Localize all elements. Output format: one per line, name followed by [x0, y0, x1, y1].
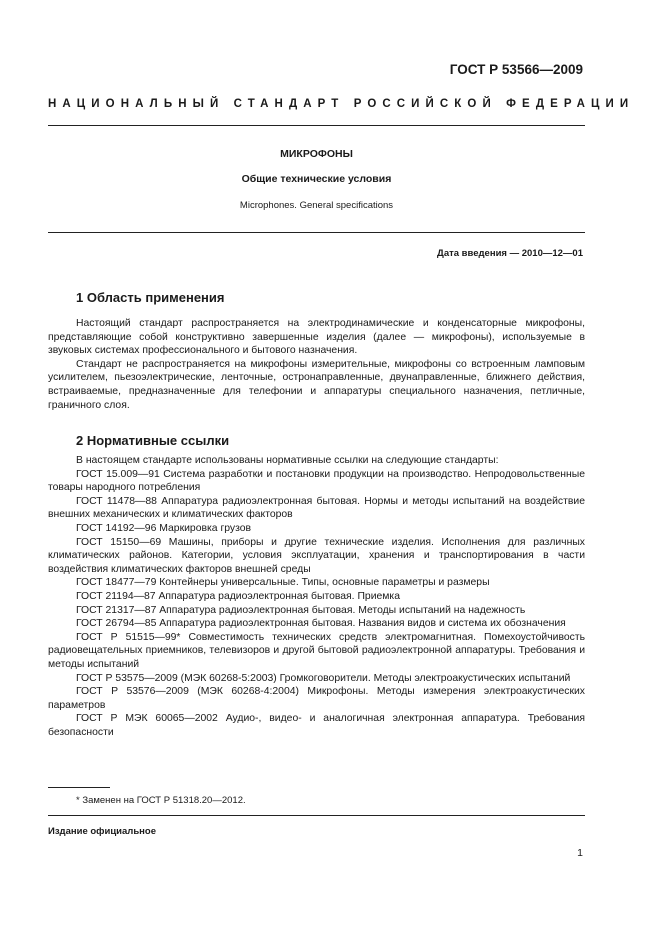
reference-item: ГОСТ 21194—87 Аппаратура радиоэлектронная бытовая. Приемка	[76, 590, 400, 602]
section-2-body	[48, 454, 585, 739]
reference-item: ГОСТ 21317—87 Аппаратура радиоэлектронная бытовая. Методы испытаний на надежность	[76, 604, 526, 616]
reference-item: ГОСТ Р 51515—99* Совместимость технических средств электромагнитная. Помехоустойчивость радиовещательных приемников, телевизоров и другой бытовой радиоэлектронной аппаратуры. Требования и методы испытаний	[48, 631, 585, 670]
reference-item: ГОСТ 15.009—91 Система разработки и постановки продукции на производство. Непродовольственные товары народного потребления	[48, 468, 585, 494]
paragraph: Настоящий стандарт распространяется на электродинамические и конденсаторные микрофоны, представляющие собой конструктивно завершенные изделия (далее — микрофоны), используемые в звуковых системах профессионального и бытового назначения.	[48, 318, 585, 357]
paragraph: Стандарт не распространяется на микрофоны измерительные, микрофоны со встроенным ламповым усилителем, пьезоэлектрические, ленточные, остронаправленные, двунаправленные, ближнего действия, встраиваемые, предназначенные для телефонии и аппаратуры специального назначения, петличные, граничного слоя.	[48, 358, 585, 411]
national-standard-banner: НАЦИОНАЛЬНЫЙ СТАНДАРТ РОССИЙСКОЙ ФЕДЕРАЦИИ	[48, 98, 635, 110]
introduction-date: Дата введения — 2010—12—01	[437, 248, 583, 259]
reference-item: ГОСТ 15150—69 Машины, приборы и другие технические изделия. Исполнения для различных климатических районов. Категории, условия эксплуатации, хранения и транспортирования в части воздействия климатических факторов внешней среды	[48, 536, 585, 575]
reference-item: ГОСТ 26794—85 Аппаратура радиоэлектронная бытовая. Названия видов и система их обозначения	[76, 618, 566, 630]
document-title: МИКРОФОНЫ	[280, 148, 353, 160]
reference-item: ГОСТ 14192—96 Маркировка грузов	[76, 522, 252, 534]
document-subtitle: Общие технические условия	[241, 173, 392, 185]
reference-item: ГОСТ 18477—79 Контейнеры универсальные. Типы, основные параметры и размеры	[76, 577, 490, 589]
reference-item: ГОСТ Р МЭК 60065—2002 Аудио-, видео- и аналогичная электронная аппаратура. Требования безопасности	[48, 713, 585, 738]
reference-item: ГОСТ Р 53576—2009 (МЭК 60268-4:2004) Микрофоны. Методы измерения электроакустических параметров	[48, 686, 585, 711]
section-1-body	[48, 317, 585, 412]
section-2-heading: 2 Нормативные ссылки	[76, 433, 230, 448]
page-number: 1	[577, 847, 583, 859]
reference-item: ГОСТ 11478—88 Аппаратура радиоэлектронная бытовая. Нормы и методы испытаний на воздействие внешних механических и климатических факторов	[48, 495, 585, 521]
footnote: * Заменен на ГОСТ Р 51318.20—2012.	[76, 795, 246, 806]
title-rule	[48, 232, 585, 233]
official-edition-label: Издание официальное	[48, 826, 156, 837]
english-title: Microphones. General specifications	[239, 200, 394, 211]
section-1-heading: 1 Область применения	[76, 290, 225, 305]
header-rule	[48, 125, 585, 126]
gost-number: ГОСТ Р 53566—2009	[449, 62, 583, 77]
footer-rule	[48, 815, 585, 816]
paragraph: В настоящем стандарте использованы нормативные ссылки на следующие стандарты:	[76, 455, 499, 466]
footnote-rule	[48, 787, 110, 788]
reference-item: ГОСТ Р 53575—2009 (МЭК 60268-5:2003) Громкоговорители. Методы электроакустических испытаний	[76, 672, 571, 684]
